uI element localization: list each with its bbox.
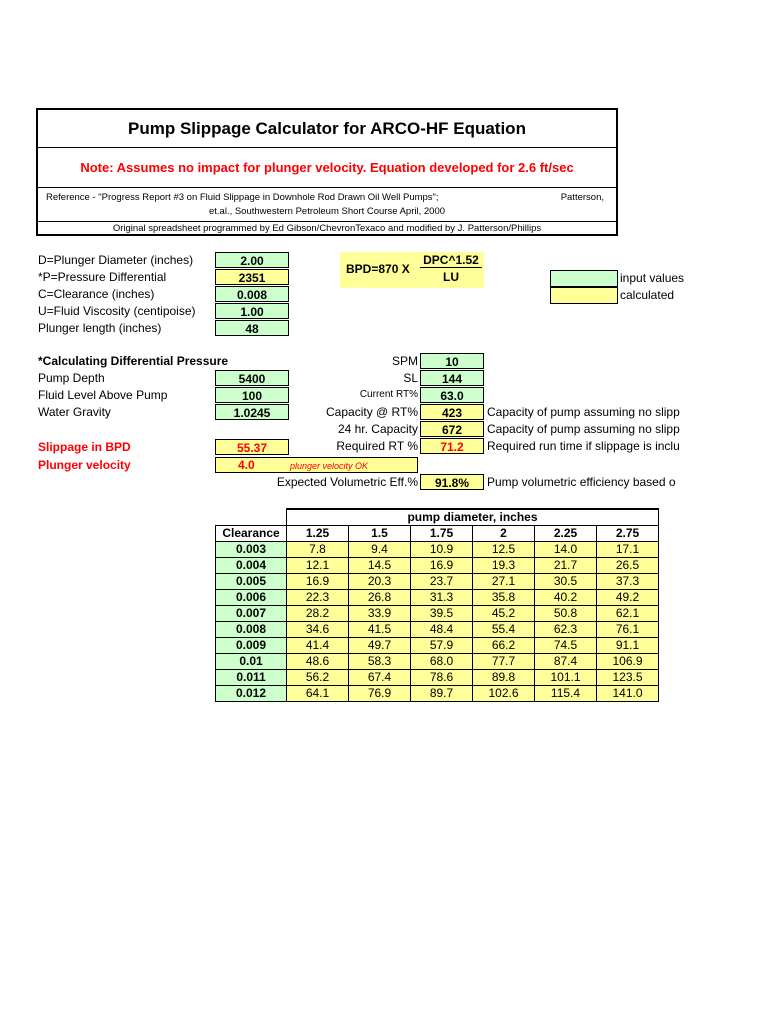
original-credit: Original spreadsheet programmed by Ed Gibson/ChevronTexaco and modified by J. Patterson/Phillips [112, 223, 542, 234]
slippage-cell: 22.3 [287, 590, 349, 606]
slippage-cell: 33.9 [349, 606, 411, 622]
volumetric-eff-label: Expected Volumetric Eff.% [276, 475, 418, 489]
slippage-table [215, 508, 659, 702]
capacity-24hr-note: Capacity of pump assuming no slipp [487, 422, 680, 436]
table-header-diameter: 1.75 [411, 526, 473, 542]
capacity-24hr-label: 24 hr. Capacity [337, 422, 418, 436]
slippage-cell: 28.2 [287, 606, 349, 622]
clearance-cell: 0.012 [216, 686, 287, 702]
formula-left: BPD=870 X [346, 262, 410, 276]
table-row [216, 542, 659, 558]
slippage-cell: 68.0 [411, 654, 473, 670]
slippage-cell: 74.5 [535, 638, 597, 654]
slippage-cell: 49.2 [597, 590, 659, 606]
water-gravity-label: Water Gravity [38, 405, 111, 419]
clearance-cell: 0.007 [216, 606, 287, 622]
slippage-cell: 30.5 [535, 574, 597, 590]
table-row [216, 686, 659, 702]
slippage-cell: 37.3 [597, 574, 659, 590]
slippage-cell: 19.3 [473, 558, 535, 574]
slippage-cell: 23.7 [411, 574, 473, 590]
slippage-cell: 56.2 [287, 670, 349, 686]
slippage-cell: 10.9 [411, 542, 473, 558]
slippage-cell: 7.8 [287, 542, 349, 558]
slippage-cell: 64.1 [287, 686, 349, 702]
slippage-cell: 16.9 [287, 574, 349, 590]
slippage-cell: 12.5 [473, 542, 535, 558]
slippage-cell: 50.8 [535, 606, 597, 622]
slippage-cell: 12.1 [287, 558, 349, 574]
plunger-length-label: Plunger length (inches) [38, 321, 162, 335]
fluid-level-label: Fluid Level Above Pump [38, 388, 168, 402]
clearance-cell: 0.01 [216, 654, 287, 670]
slippage-cell: 14.5 [349, 558, 411, 574]
table-header-diameter: 2 [473, 526, 535, 542]
clearance-cell: 0.011 [216, 670, 287, 686]
slippage-cell: 78.6 [411, 670, 473, 686]
formula-denominator: LU [443, 270, 459, 284]
reference-block [38, 188, 616, 222]
slippage-label: Slippage in BPD [38, 440, 131, 454]
slippage-value: 55.37 [215, 439, 289, 455]
clearance-cell: 0.005 [216, 574, 287, 590]
sl-label: SL [403, 371, 418, 385]
header-box [36, 108, 618, 236]
slippage-cell: 14.0 [535, 542, 597, 558]
plunger-length-input[interactable]: 48 [215, 320, 289, 336]
slippage-cell: 57.9 [411, 638, 473, 654]
clearance-input[interactable]: 0.008 [215, 286, 289, 302]
sl-input[interactable]: 144 [420, 370, 484, 386]
slippage-cell: 89.8 [473, 670, 535, 686]
page-title: Pump Slippage Calculator for ARCO-HF Equation [38, 110, 616, 148]
spm-label: SPM [391, 354, 418, 368]
table-header-diameter: 1.5 [349, 526, 411, 542]
volumetric-eff-note: Pump volumetric efficiency based o [487, 475, 676, 489]
clearance-cell: 0.008 [216, 622, 287, 638]
capacity-24hr-value: 672 [420, 421, 484, 437]
slippage-cell: 39.5 [411, 606, 473, 622]
table-corner-blank [216, 509, 287, 526]
slippage-cell: 49.7 [349, 638, 411, 654]
legend-calculated-swatch [550, 287, 618, 304]
slippage-cell: 9.4 [349, 542, 411, 558]
slippage-cell: 62.3 [535, 622, 597, 638]
slippage-cell: 58.3 [349, 654, 411, 670]
legend-calculated-label: calculated [620, 288, 675, 302]
pump-depth-label: Pump Depth [38, 371, 105, 385]
reference-line-1: Reference - "Progress Report #3 on Fluid Slippage in Downhole Rod Drawn Oil Well Pumps"; [46, 192, 439, 203]
slippage-cell: 55.4 [473, 622, 535, 638]
table-row [216, 654, 659, 670]
slippage-cell: 106.9 [597, 654, 659, 670]
clearance-label: C=Clearance (inches) [38, 287, 155, 301]
capacity-rt-note: Capacity of pump assuming no slipp [487, 405, 680, 419]
clearance-cell: 0.003 [216, 542, 287, 558]
slippage-cell: 91.1 [597, 638, 659, 654]
clearance-cell: 0.006 [216, 590, 287, 606]
plunger-velocity-value: 4.0 [238, 458, 255, 472]
volumetric-eff-value: 91.8% [420, 474, 484, 490]
slippage-cell: 115.4 [535, 686, 597, 702]
current-rt-label: Current RT% [359, 389, 418, 400]
slippage-cell: 62.1 [597, 606, 659, 622]
table-row [216, 622, 659, 638]
plunger-velocity-box [215, 457, 418, 473]
slippage-cell: 17.1 [597, 542, 659, 558]
reference-line-2: et.al., Southwestern Petroleum Short Course April, 2000 [208, 206, 446, 217]
table-header-diameter: 2.75 [597, 526, 659, 542]
slippage-cell: 35.8 [473, 590, 535, 606]
slippage-cell: 87.4 [535, 654, 597, 670]
table-row [216, 606, 659, 622]
slippage-cell: 16.9 [411, 558, 473, 574]
note-text: Note: Assumes no impact for plunger velocity. Equation developed for 2.6 ft/sec [38, 148, 616, 188]
slippage-cell: 26.5 [597, 558, 659, 574]
viscosity-input[interactable]: 1.00 [215, 303, 289, 319]
slippage-cell: 102.6 [473, 686, 535, 702]
table-row [216, 590, 659, 606]
slippage-cell: 89.7 [411, 686, 473, 702]
table-header-clearance: Clearance [216, 526, 287, 542]
slippage-cell: 48.4 [411, 622, 473, 638]
table-title: pump diameter, inches [287, 509, 659, 526]
formula-box [340, 252, 484, 288]
table-header-diameter: 2.25 [535, 526, 597, 542]
diameter-label: D=Plunger Diameter (inches) [38, 253, 194, 267]
clearance-cell: 0.004 [216, 558, 287, 574]
slippage-cell: 141.0 [597, 686, 659, 702]
table-row [216, 558, 659, 574]
capacity-rt-label: Capacity @ RT% [326, 405, 418, 419]
fluid-level-input[interactable]: 100 [215, 387, 289, 403]
capacity-rt-value: 423 [420, 404, 484, 420]
diameter-input[interactable]: 2.00 [215, 252, 289, 268]
plunger-velocity-label: Plunger velocity [38, 458, 131, 472]
slippage-cell: 31.3 [411, 590, 473, 606]
slippage-cell: 20.3 [349, 574, 411, 590]
slippage-cell: 77.7 [473, 654, 535, 670]
current-rt-input[interactable]: 63.0 [420, 387, 484, 403]
table-row [216, 574, 659, 590]
slippage-cell: 101.1 [535, 670, 597, 686]
slippage-cell: 48.6 [287, 654, 349, 670]
required-rt-label: Required RT % [336, 439, 418, 453]
diff-heading: *Calculating Differential Pressure [38, 354, 229, 368]
formula-numerator: DPC^1.52 [420, 253, 482, 268]
pressure-value: 2351 [215, 269, 289, 285]
slippage-cell: 21.7 [535, 558, 597, 574]
viscosity-label: U=Fluid Viscosity (centipoise) [38, 304, 196, 318]
slippage-cell: 26.8 [349, 590, 411, 606]
table-header-diameter: 1.25 [287, 526, 349, 542]
clearance-cell: 0.009 [216, 638, 287, 654]
slippage-cell: 40.2 [535, 590, 597, 606]
legend-input-label: input values [620, 271, 685, 285]
water-gravity-input[interactable]: 1.0245 [215, 404, 289, 420]
slippage-cell: 76.9 [349, 686, 411, 702]
plunger-velocity-note: plunger velocity OK [290, 461, 369, 471]
pressure-label: *P=Pressure Differential [38, 270, 167, 284]
slippage-cell: 41.4 [287, 638, 349, 654]
slippage-cell: 45.2 [473, 606, 535, 622]
reference-author: Patterson, [560, 192, 604, 203]
required-rt-note: Required run time if slippage is inclu [487, 439, 680, 453]
slippage-cell: 67.4 [349, 670, 411, 686]
slippage-cell: 41.5 [349, 622, 411, 638]
slippage-cell: 76.1 [597, 622, 659, 638]
slippage-cell: 66.2 [473, 638, 535, 654]
legend-input-swatch [550, 270, 618, 287]
slippage-cell: 123.5 [597, 670, 659, 686]
slippage-cell: 34.6 [287, 622, 349, 638]
required-rt-value: 71.2 [420, 438, 484, 454]
table-row [216, 638, 659, 654]
table-row [216, 670, 659, 686]
slippage-cell: 27.1 [473, 574, 535, 590]
pump-depth-input[interactable]: 5400 [215, 370, 289, 386]
spm-input[interactable]: 10 [420, 353, 484, 369]
